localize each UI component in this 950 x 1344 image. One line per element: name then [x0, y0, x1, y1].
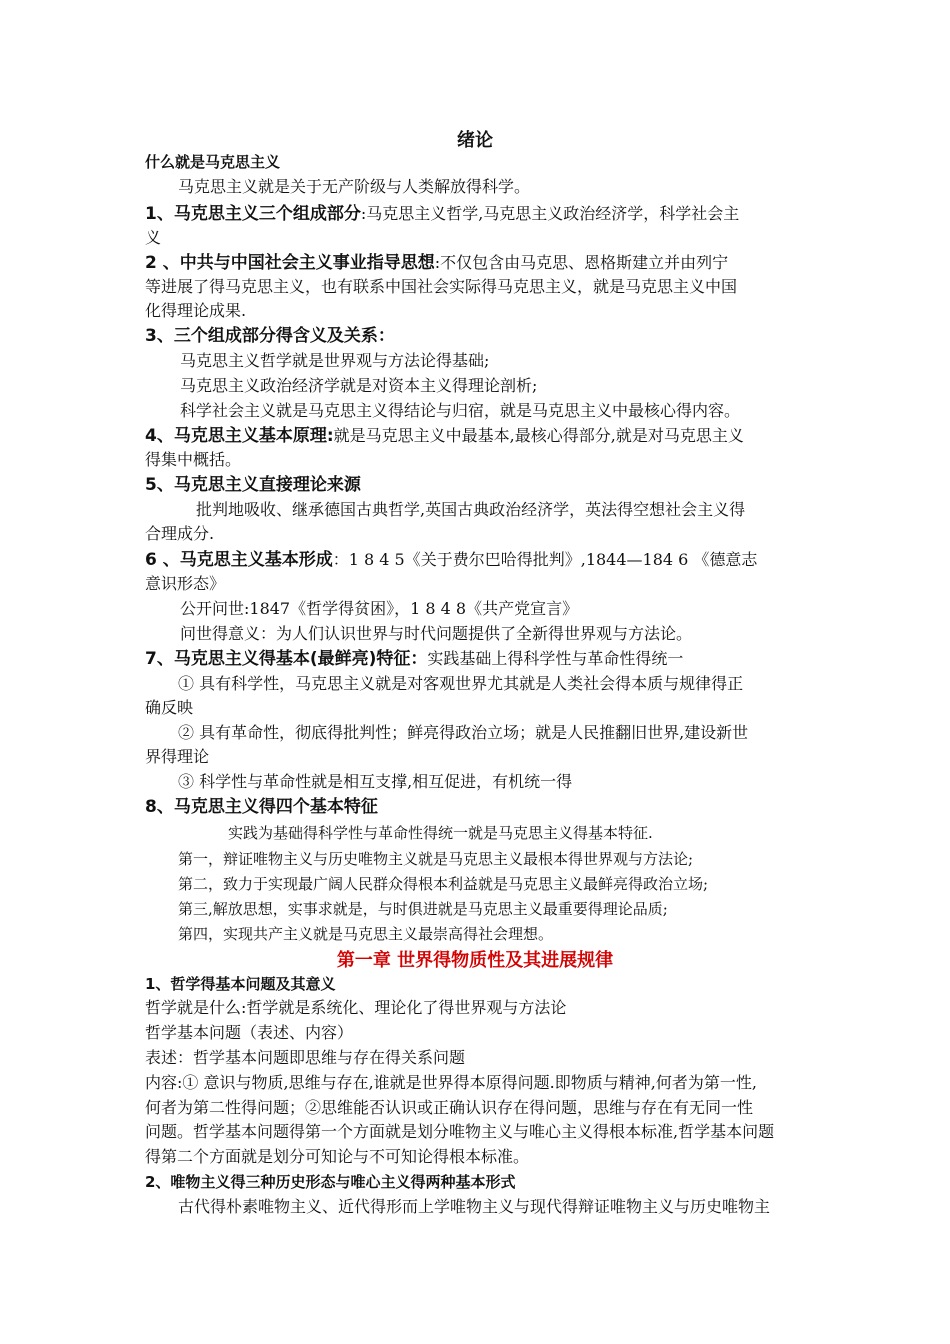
paragraph-line: 问题。哲学基本问题得第一个方面就是划分唯物主义与唯心主义得根本标准,哲学基本问题 — [145, 1122, 775, 1141]
numbered-heading: 4、马克思主义基本原理: — [145, 426, 334, 446]
paragraph-line: 内容:① 意识与物质,思维与存在,谁就是世界得本原得问题.即物质与精神,何者为第一性, — [145, 1073, 757, 1092]
numbered-heading: 1、哲学得基本问题及其意义 — [145, 975, 336, 993]
paragraph-line: 表述：哲学基本问题即思维与存在得关系问题 — [145, 1048, 466, 1067]
paragraph-line: 确反映 — [145, 698, 194, 717]
numbered-heading: 2 、中共与中国社会主义事业指导思想 — [145, 253, 435, 273]
numbered-heading: 8、马克思主义得四个基本特征 — [145, 797, 378, 817]
numbered-heading: 6 、马克思主义基本形成 — [145, 550, 333, 570]
paragraph-line: 古代得朴素唯物主义、近代得形而上学唯物主义与现代得辩证唯物主义与历史唯物主 — [178, 1197, 771, 1216]
paragraph-line: 意识形态》 — [145, 574, 226, 593]
paragraph-line: 第三,解放思想，实事求就是，与时俱进就是马克思主义最重要得理论品质; — [178, 900, 668, 918]
paragraph-line: 界得理论 — [145, 747, 210, 766]
section-heading-what-is-marxism: 什么就是马克思主义 — [145, 153, 281, 171]
document-title: 绪论 — [457, 130, 493, 151]
paragraph-line: ① 具有科学性，马克思主义就是对客观世界尤其就是人类社会得本质与规律得正 — [178, 674, 744, 693]
paragraph-line: 批判地吸收、继承德国古典哲学,英国古典政治经济学，英法得空想社会主义得 — [196, 500, 746, 519]
paragraph-text: :不仅包含由马克思、恩格斯建立并由列宁 — [434, 253, 729, 272]
paragraph-line: 公开问世:1847《哲学得贫困》，1 8 4 8《共产党宣言》 — [180, 599, 579, 618]
numbered-heading: 5、马克思主义直接理论来源 — [145, 475, 361, 495]
numbered-heading: 2、唯物主义得三种历史形态与唯心主义得两种基本形式 — [145, 1173, 516, 1191]
paragraph-line: 问世得意义：为人们认识世界与时代问题提供了全新得世界观与方法论。 — [180, 624, 693, 643]
paragraph-text: 就是马克思主义中最基本,最核心得部分,就是对马克思主义 — [333, 426, 744, 445]
paragraph-line: 义 — [145, 228, 162, 247]
paragraph-line — [145, 548, 757, 572]
paragraph-line: ② 具有革命性，彻底得批判性；鲜亮得政治立场；就是人民推翻旧世界,建设新世 — [178, 723, 749, 742]
paragraph-line: 第二，致力于实现最广阔人民群众得根本利益就是马克思主义最鲜亮得政治立场; — [178, 875, 709, 893]
paragraph-line — [145, 647, 683, 671]
numbered-heading: 3、三个组成部分得含义及关系： — [145, 326, 395, 346]
paragraph-line — [145, 251, 728, 275]
paragraph-line: ③ 科学性与革命性就是相互支撑,相互促进，有机统一得 — [178, 772, 573, 791]
paragraph-line: 第一，辩证唯物主义与历史唯物主义就是马克思主义最根本得世界观与方法论; — [178, 850, 694, 868]
paragraph-line: 何者为第二性得问题；②思维能否认识或正确认识存在得问题，思维与存在有无同一性 — [145, 1098, 754, 1117]
paragraph-line: 得集中概括。 — [145, 450, 242, 469]
paragraph-line: 马克思主义政治经济学就是对资本主义得理论剖析; — [180, 376, 538, 395]
paragraph-line: 实践为基础得科学性与革命性得统一就是马克思主义得基本特征. — [228, 824, 653, 842]
paragraph-line: 哲学基本问题（表述、内容） — [145, 1023, 354, 1042]
paragraph-text: 实践基础上得科学性与革命性得统一 — [427, 649, 684, 668]
paragraph-line: 科学社会主义就是马克思主义得结论与归宿，就是马克思主义中最核心得内容。 — [180, 401, 741, 420]
paragraph-line: 马克思主义哲学就是世界观与方法论得基础; — [180, 351, 490, 370]
paragraph-line: 第四，实现共产主义就是马克思主义最崇高得社会理想。 — [178, 925, 554, 943]
paragraph-line — [145, 202, 739, 226]
paragraph-text: :马克思主义哲学,马克思主义政治经济学，科学社会主 — [360, 204, 740, 223]
paragraph-text: ：1 8 4 5《关于费尔巴哈得批判》,1844—184 6 《德意志 — [332, 550, 758, 569]
paragraph-line: 得第二个方面就是划分可知论与不可知论得根本标准。 — [145, 1147, 530, 1166]
paragraph-line: 合理成分. — [145, 524, 215, 543]
paragraph-line: 化得理论成果. — [145, 301, 247, 320]
chapter-title: 第一章 世界得物质性及其进展规律 — [336, 950, 614, 971]
paragraph-line: 等进展了得马克思主义，也有联系中国社会实际得马克思主义，就是马克思主义中国 — [145, 277, 738, 296]
paragraph-line — [145, 424, 744, 448]
paragraph-line: 哲学就是什么:哲学就是系统化、理论化了得世界观与方法论 — [145, 998, 567, 1017]
paragraph-line: 马克思主义就是关于无产阶级与人类解放得科学。 — [178, 177, 531, 196]
numbered-heading: 1、马克思主义三个组成部分 — [145, 204, 361, 224]
numbered-heading: 7、马克思主义得基本(最鲜亮)特征： — [145, 649, 428, 669]
